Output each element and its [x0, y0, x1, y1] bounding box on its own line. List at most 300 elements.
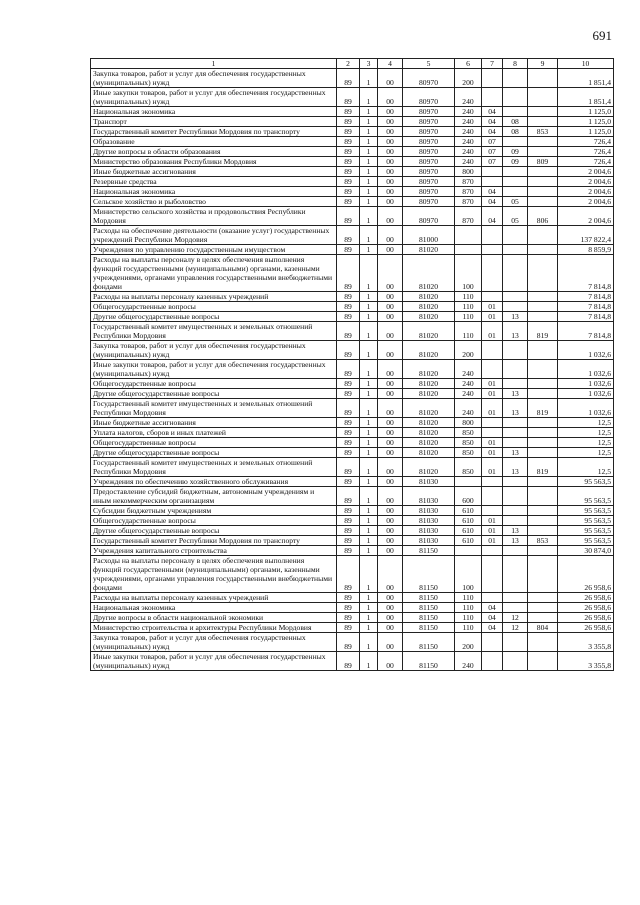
table-row: [91, 438, 614, 448]
row-amount: 7 814,8: [558, 312, 614, 322]
row-code-2: 89: [337, 207, 360, 226]
row-code-6: 870: [455, 197, 482, 207]
row-name: Министерство образования Республики Мордовия: [91, 157, 337, 167]
row-code-8: 13: [503, 399, 528, 418]
row-code-6: 200: [455, 633, 482, 652]
row-code-6: 240: [455, 379, 482, 389]
row-code-3: 1: [360, 157, 378, 167]
row-code-5: 81020: [403, 438, 455, 448]
row-code-7: 04: [482, 623, 503, 633]
row-code-6: [455, 477, 482, 487]
row-code-8: 13: [503, 448, 528, 458]
row-code-9: [528, 197, 558, 207]
row-name: Расходы на выплаты персоналу казенных учреждений: [91, 593, 337, 603]
row-code-3: 1: [360, 506, 378, 516]
row-code-4: 00: [378, 117, 403, 127]
row-code-7: [482, 245, 503, 255]
row-code-4: 00: [378, 428, 403, 438]
row-code-3: 1: [360, 147, 378, 157]
row-code-7: 01: [482, 322, 503, 341]
row-name: Государственный комитет имущественных и земельных отношений Республики Мордовия: [91, 399, 337, 418]
row-code-8: [503, 487, 528, 506]
table-row: [91, 107, 614, 117]
row-code-9: [528, 546, 558, 556]
row-code-9: [528, 379, 558, 389]
row-amount: 7 814,8: [558, 255, 614, 292]
row-code-2: 89: [337, 526, 360, 536]
row-code-9: 819: [528, 399, 558, 418]
row-code-6: 240: [455, 399, 482, 418]
table-row: [91, 187, 614, 197]
row-amount: 30 874,0: [558, 546, 614, 556]
row-code-7: 01: [482, 536, 503, 546]
row-code-2: 89: [337, 613, 360, 623]
column-header: 2: [337, 59, 360, 69]
row-code-4: 00: [378, 613, 403, 623]
row-code-4: 00: [378, 245, 403, 255]
row-amount: 7 814,8: [558, 302, 614, 312]
column-header: 9: [528, 59, 558, 69]
row-code-8: 13: [503, 536, 528, 546]
row-code-2: 89: [337, 226, 360, 245]
table-row: [91, 418, 614, 428]
row-code-9: [528, 593, 558, 603]
row-code-7: 07: [482, 157, 503, 167]
row-code-6: 240: [455, 137, 482, 147]
row-code-4: 00: [378, 177, 403, 187]
row-code-9: [528, 556, 558, 593]
row-code-7: 07: [482, 147, 503, 157]
row-name: Министерство строительства и архитектуры Республики Мордовия: [91, 623, 337, 633]
row-code-3: 1: [360, 127, 378, 137]
row-code-3: 1: [360, 593, 378, 603]
row-name: Учреждения по обеспечению хозяйственного обслуживания: [91, 477, 337, 487]
row-code-5: 81150: [403, 556, 455, 593]
row-code-6: 610: [455, 536, 482, 546]
row-code-7: 07: [482, 137, 503, 147]
row-amount: 1 032,6: [558, 360, 614, 379]
row-amount: 95 563,5: [558, 536, 614, 546]
row-amount: 2 004,6: [558, 167, 614, 177]
row-code-3: 1: [360, 603, 378, 613]
row-name: Расходы на выплаты персоналу казенных учреждений: [91, 292, 337, 302]
row-code-7: [482, 167, 503, 177]
row-code-7: [482, 226, 503, 245]
row-code-7: [482, 360, 503, 379]
row-code-6: 110: [455, 603, 482, 613]
row-code-4: 00: [378, 137, 403, 147]
row-code-8: [503, 379, 528, 389]
table-row: [91, 255, 614, 292]
row-code-8: 13: [503, 322, 528, 341]
table-row: [91, 147, 614, 157]
table-row: [91, 137, 614, 147]
table-row: [91, 157, 614, 167]
row-code-3: 1: [360, 448, 378, 458]
row-code-4: 00: [378, 536, 403, 546]
row-code-3: 1: [360, 652, 378, 671]
table-row: [91, 633, 614, 652]
row-code-6: 850: [455, 458, 482, 477]
row-code-9: [528, 360, 558, 379]
row-code-3: 1: [360, 536, 378, 546]
table-row: [91, 88, 614, 107]
row-code-2: 89: [337, 147, 360, 157]
row-code-5: 81150: [403, 633, 455, 652]
row-name: Другие вопросы в области образования: [91, 147, 337, 157]
row-name: Министерство сельского хозяйства и продовольствия Республики Мордовия: [91, 207, 337, 226]
table-row: [91, 593, 614, 603]
row-code-5: 81020: [403, 399, 455, 418]
row-code-5: 81150: [403, 603, 455, 613]
row-code-5: 80970: [403, 107, 455, 117]
row-code-9: [528, 292, 558, 302]
column-header: 6: [455, 59, 482, 69]
row-code-3: 1: [360, 399, 378, 418]
row-code-3: 1: [360, 341, 378, 360]
row-code-6: 110: [455, 322, 482, 341]
row-code-3: 1: [360, 88, 378, 107]
row-name: Сельское хозяйство и рыболовство: [91, 197, 337, 207]
row-amount: 3 355,8: [558, 652, 614, 671]
row-name: Национальная экономика: [91, 603, 337, 613]
row-name: Транспорт: [91, 117, 337, 127]
row-code-6: 100: [455, 255, 482, 292]
row-code-4: 00: [378, 516, 403, 526]
row-code-3: 1: [360, 438, 378, 448]
row-code-9: 809: [528, 157, 558, 167]
row-code-3: 1: [360, 360, 378, 379]
row-code-8: [503, 546, 528, 556]
row-code-3: 1: [360, 312, 378, 322]
table-row: [91, 536, 614, 546]
row-code-6: 110: [455, 593, 482, 603]
table-row: [91, 245, 614, 255]
row-code-2: 89: [337, 458, 360, 477]
row-code-3: 1: [360, 516, 378, 526]
row-amount: 2 004,6: [558, 207, 614, 226]
row-name: Другие общегосударственные вопросы: [91, 389, 337, 399]
row-code-8: [503, 177, 528, 187]
row-code-5: 80970: [403, 127, 455, 137]
row-code-4: 00: [378, 88, 403, 107]
row-code-7: 01: [482, 389, 503, 399]
row-code-5: 80970: [403, 69, 455, 88]
row-code-2: 89: [337, 255, 360, 292]
row-code-2: 89: [337, 399, 360, 418]
row-amount: 7 814,8: [558, 292, 614, 302]
row-code-8: 13: [503, 312, 528, 322]
row-amount: 12,5: [558, 438, 614, 448]
row-amount: 12,5: [558, 428, 614, 438]
row-amount: 12,5: [558, 458, 614, 477]
row-code-9: [528, 603, 558, 613]
table-row: [91, 613, 614, 623]
row-code-5: 81020: [403, 302, 455, 312]
row-code-4: 00: [378, 322, 403, 341]
row-name: Иные закупки товаров, работ и услуг для обеспечения государственных (муниципальных) нужд: [91, 360, 337, 379]
row-code-8: [503, 516, 528, 526]
row-code-9: [528, 117, 558, 127]
row-code-2: 89: [337, 379, 360, 389]
row-code-3: 1: [360, 379, 378, 389]
row-name: Закупка товаров, работ и услуг для обеспечения государственных (муниципальных) нужд: [91, 341, 337, 360]
row-code-3: 1: [360, 633, 378, 652]
row-code-7: [482, 506, 503, 516]
table-row: [91, 399, 614, 418]
row-code-6: 100: [455, 556, 482, 593]
row-name: Расходы на выплаты персоналу в целях обеспечения выполнения функций государственными (муниципальными) органами, казенными учреждениями, органами управления государственными внебюджетными фондами: [91, 255, 337, 292]
row-code-6: 240: [455, 117, 482, 127]
row-code-9: [528, 302, 558, 312]
row-code-7: [482, 292, 503, 302]
row-amount: 726,4: [558, 137, 614, 147]
row-code-4: 00: [378, 147, 403, 157]
row-code-4: 00: [378, 389, 403, 399]
row-code-6: 110: [455, 312, 482, 322]
row-code-4: 00: [378, 633, 403, 652]
row-code-5: 80970: [403, 88, 455, 107]
row-code-4: 00: [378, 546, 403, 556]
row-code-8: [503, 477, 528, 487]
table-row: [91, 322, 614, 341]
row-code-5: 81020: [403, 379, 455, 389]
row-name: Национальная экономика: [91, 107, 337, 117]
row-name: Иные бюджетные ассигнования: [91, 418, 337, 428]
row-name: Другие общегосударственные вопросы: [91, 448, 337, 458]
row-name: Национальная экономика: [91, 187, 337, 197]
row-code-4: 00: [378, 302, 403, 312]
row-code-9: [528, 389, 558, 399]
row-name: Закупка товаров, работ и услуг для обеспечения государственных (муниципальных) нужд: [91, 633, 337, 652]
row-code-5: 80970: [403, 117, 455, 127]
row-code-3: 1: [360, 255, 378, 292]
table-row: [91, 292, 614, 302]
column-header: 10: [558, 59, 614, 69]
row-code-6: 610: [455, 506, 482, 516]
row-code-2: 89: [337, 516, 360, 526]
row-code-3: 1: [360, 428, 378, 438]
row-code-8: 05: [503, 197, 528, 207]
row-code-2: 89: [337, 341, 360, 360]
row-code-5: 80970: [403, 147, 455, 157]
row-code-7: 04: [482, 207, 503, 226]
table-row: [91, 546, 614, 556]
row-code-3: 1: [360, 418, 378, 428]
row-code-9: [528, 516, 558, 526]
row-code-8: 13: [503, 458, 528, 477]
row-code-2: 89: [337, 477, 360, 487]
row-code-9: 853: [528, 127, 558, 137]
row-code-7: 01: [482, 399, 503, 418]
row-name: Государственный комитет Республики Мордовия по транспорту: [91, 536, 337, 546]
row-code-7: [482, 633, 503, 652]
column-header: 5: [403, 59, 455, 69]
row-code-3: 1: [360, 292, 378, 302]
row-code-7: [482, 69, 503, 88]
row-code-7: 04: [482, 603, 503, 613]
row-code-4: 00: [378, 341, 403, 360]
row-code-9: 853: [528, 536, 558, 546]
row-code-3: 1: [360, 302, 378, 312]
row-code-6: 110: [455, 302, 482, 312]
row-code-3: 1: [360, 187, 378, 197]
page-number: 691: [592, 28, 612, 43]
row-amount: 12,5: [558, 418, 614, 428]
row-code-4: 00: [378, 107, 403, 117]
row-code-2: 89: [337, 546, 360, 556]
row-code-2: 89: [337, 137, 360, 147]
row-code-3: 1: [360, 245, 378, 255]
row-code-7: 01: [482, 312, 503, 322]
row-amount: 95 563,5: [558, 477, 614, 487]
row-amount: 1 032,6: [558, 389, 614, 399]
row-code-6: 110: [455, 623, 482, 633]
row-amount: 726,4: [558, 157, 614, 167]
row-code-5: 81150: [403, 546, 455, 556]
row-code-8: [503, 167, 528, 177]
row-code-4: 00: [378, 399, 403, 418]
row-amount: 26 958,6: [558, 593, 614, 603]
table-row: [91, 526, 614, 536]
row-code-3: 1: [360, 207, 378, 226]
row-code-5: 81150: [403, 652, 455, 671]
row-code-2: 89: [337, 312, 360, 322]
column-header: 1: [91, 59, 337, 69]
row-name: Другие общегосударственные вопросы: [91, 526, 337, 536]
row-code-5: 81020: [403, 458, 455, 477]
row-code-2: 89: [337, 322, 360, 341]
row-code-5: 81020: [403, 448, 455, 458]
row-code-4: 00: [378, 157, 403, 167]
row-code-8: [503, 302, 528, 312]
row-name: Расходы на обеспечение деятельности (оказание услуг) государственных учреждений Республики Мордовия: [91, 226, 337, 245]
row-code-4: 00: [378, 312, 403, 322]
table-row: [91, 302, 614, 312]
row-amount: 2 004,6: [558, 197, 614, 207]
row-code-6: 110: [455, 613, 482, 623]
row-name: Другие вопросы в области национальной экономики: [91, 613, 337, 623]
row-code-4: 00: [378, 127, 403, 137]
row-name: Государственный комитет имущественных и земельных отношений Республики Мордовия: [91, 322, 337, 341]
row-code-7: 04: [482, 613, 503, 623]
row-code-8: 13: [503, 526, 528, 536]
row-code-6: 240: [455, 157, 482, 167]
row-code-9: [528, 255, 558, 292]
row-code-2: 89: [337, 556, 360, 593]
row-amount: 7 814,8: [558, 322, 614, 341]
row-code-2: 89: [337, 487, 360, 506]
row-name: Другие общегосударственные вопросы: [91, 312, 337, 322]
row-code-7: 04: [482, 107, 503, 117]
row-code-2: 89: [337, 360, 360, 379]
row-code-3: 1: [360, 322, 378, 341]
row-code-8: [503, 226, 528, 245]
row-code-5: 80970: [403, 177, 455, 187]
row-code-2: 89: [337, 167, 360, 177]
row-code-3: 1: [360, 117, 378, 127]
row-amount: 1 125,0: [558, 107, 614, 117]
table-row: [91, 360, 614, 379]
table-row: [91, 556, 614, 593]
row-code-3: 1: [360, 556, 378, 593]
row-code-6: 240: [455, 389, 482, 399]
column-header: 8: [503, 59, 528, 69]
row-amount: 1 032,6: [558, 379, 614, 389]
row-code-4: 00: [378, 207, 403, 226]
row-code-4: 00: [378, 226, 403, 245]
row-code-2: 89: [337, 302, 360, 312]
table-row: [91, 177, 614, 187]
row-code-6: 240: [455, 127, 482, 137]
row-code-2: 89: [337, 187, 360, 197]
row-code-2: 89: [337, 652, 360, 671]
row-code-5: 80970: [403, 167, 455, 177]
row-code-4: 00: [378, 506, 403, 516]
row-code-2: 89: [337, 177, 360, 187]
row-code-4: 00: [378, 593, 403, 603]
row-code-3: 1: [360, 389, 378, 399]
row-code-4: 00: [378, 477, 403, 487]
row-code-2: 89: [337, 536, 360, 546]
row-code-8: 05: [503, 207, 528, 226]
row-code-2: 89: [337, 418, 360, 428]
row-code-9: [528, 613, 558, 623]
row-code-3: 1: [360, 623, 378, 633]
row-code-3: 1: [360, 197, 378, 207]
row-code-8: [503, 418, 528, 428]
row-name: Субсидии бюджетным учреждениям: [91, 506, 337, 516]
row-code-7: [482, 428, 503, 438]
table-row: [91, 167, 614, 177]
row-code-7: 01: [482, 302, 503, 312]
row-code-6: 240: [455, 147, 482, 157]
column-header: 7: [482, 59, 503, 69]
row-code-8: [503, 506, 528, 516]
row-name: Государственный комитет имущественных и земельных отношений Республики Мордовия: [91, 458, 337, 477]
row-code-4: 00: [378, 487, 403, 506]
row-code-5: 80970: [403, 157, 455, 167]
row-amount: 8 859,9: [558, 245, 614, 255]
row-code-5: 81030: [403, 536, 455, 546]
row-code-7: 01: [482, 458, 503, 477]
row-code-9: 819: [528, 322, 558, 341]
row-code-5: 81150: [403, 623, 455, 633]
row-code-6: 610: [455, 516, 482, 526]
row-code-8: [503, 428, 528, 438]
row-code-8: 08: [503, 127, 528, 137]
row-code-7: 01: [482, 448, 503, 458]
row-code-2: 89: [337, 389, 360, 399]
row-code-4: 00: [378, 556, 403, 593]
row-amount: 95 563,5: [558, 516, 614, 526]
row-code-2: 89: [337, 245, 360, 255]
row-amount: 137 822,4: [558, 226, 614, 245]
table-row: [91, 341, 614, 360]
table-row: [91, 506, 614, 516]
row-code-2: 89: [337, 506, 360, 516]
row-code-7: [482, 593, 503, 603]
row-name: Иные бюджетные ассигнования: [91, 167, 337, 177]
table-row: [91, 127, 614, 137]
row-amount: 95 563,5: [558, 487, 614, 506]
row-code-2: 89: [337, 292, 360, 302]
row-code-7: [482, 341, 503, 360]
row-name: Учреждения капитального строительства: [91, 546, 337, 556]
table-row: [91, 448, 614, 458]
row-amount: 1 125,0: [558, 117, 614, 127]
row-code-8: 08: [503, 117, 528, 127]
